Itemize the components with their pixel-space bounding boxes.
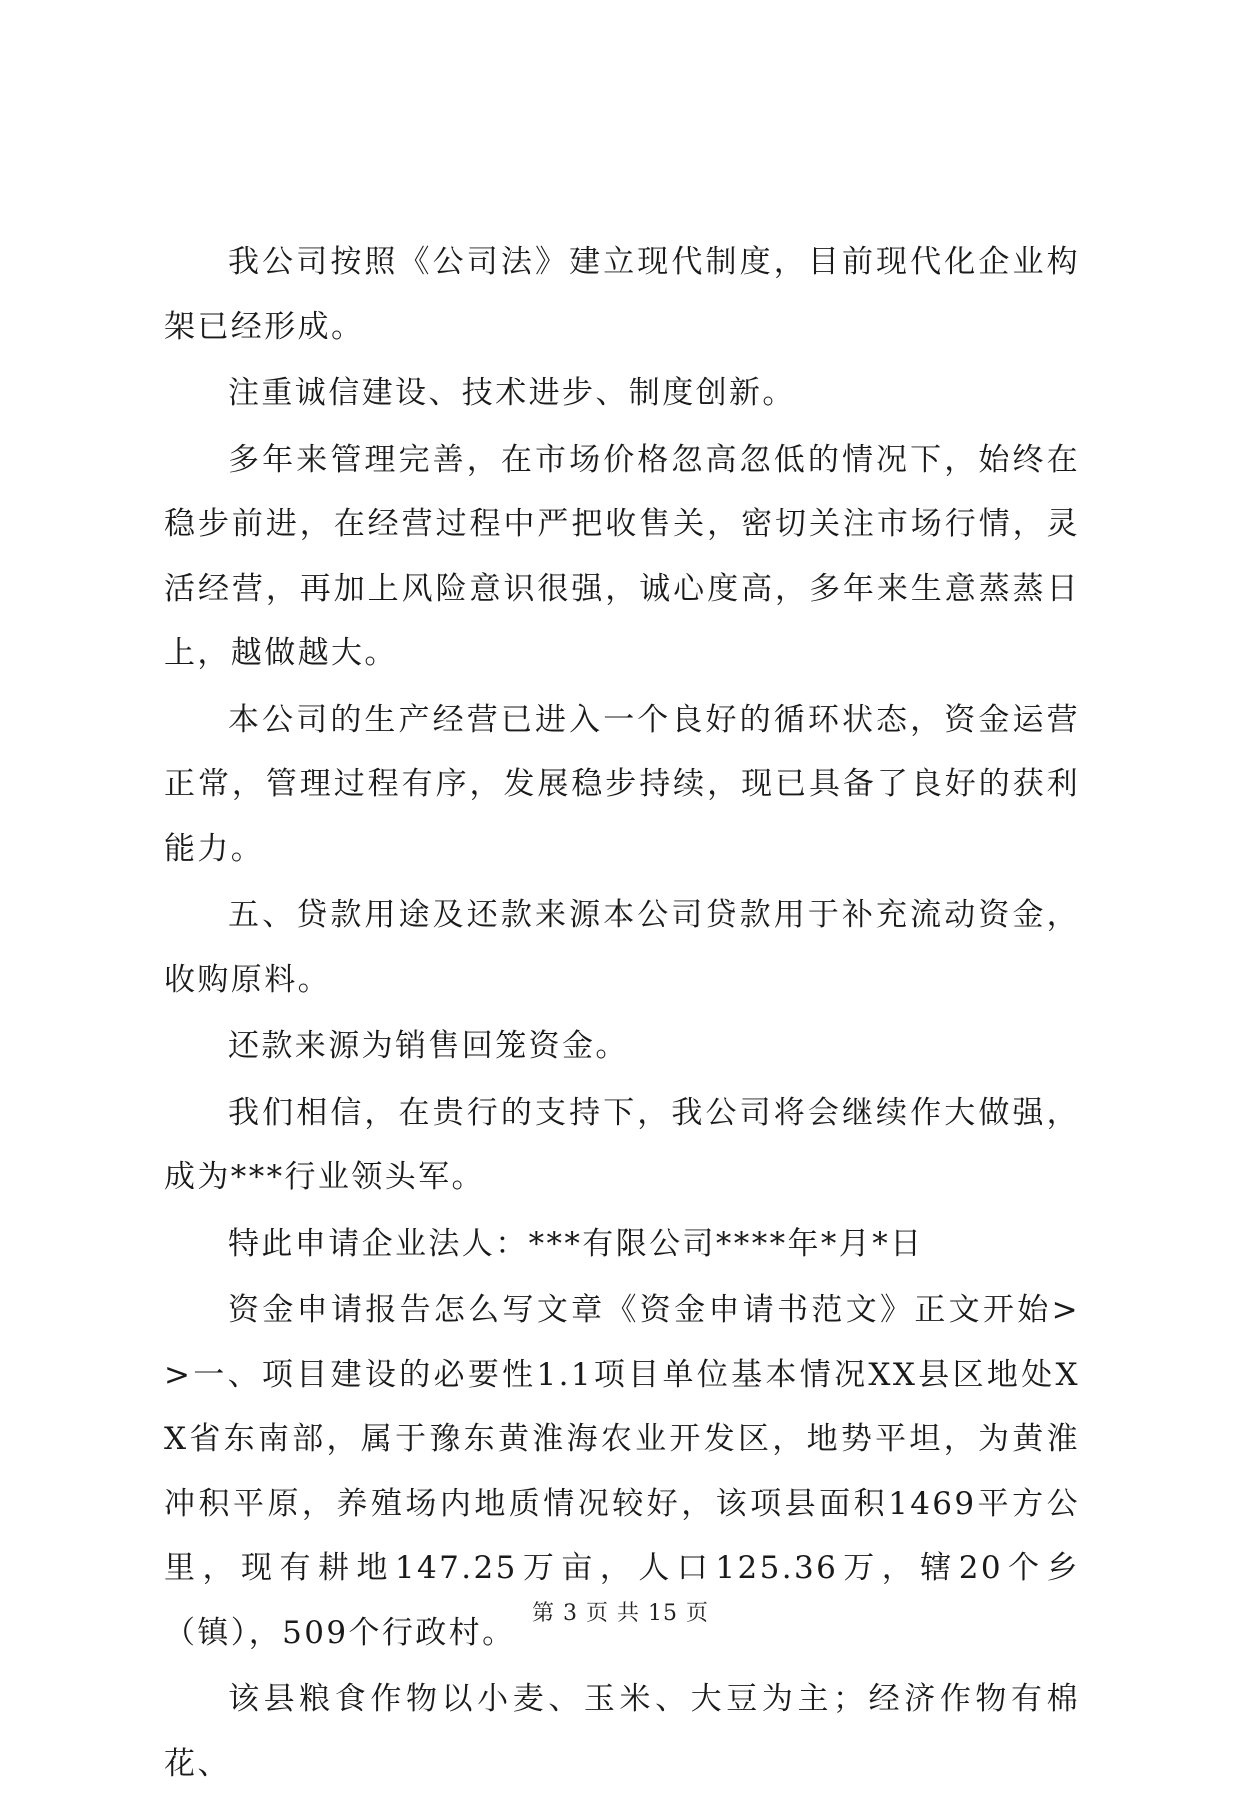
- paragraph-crops: 该县粮食作物以小麦、玉米、大豆为主；经济作物有棉花、: [164, 1681, 1080, 1782]
- paragraph-management: 多年来管理完善，在市场价格忽高忽低的情况下，始终在稳步前进，在经营过程中严把收售关，密切关注市场行情，灵活经营，再加上风险意识很强，诚心度高，多年来生意蒸蒸日上，越做越大。: [164, 441, 1080, 671]
- paragraph-confidence: 我们相信，在贵行的支持下，我公司将会继续作大做强，成为***行业领头军。: [164, 1094, 1080, 1195]
- paragraph-signature: 特此申请企业法人：***有限公司****年*月*日: [228, 1225, 924, 1262]
- paragraph-company-structure: 我公司按照《公司法》建立现代制度，目前现代化企业构架已经形成。: [164, 244, 1080, 345]
- document-body: [164, 230, 1080, 1798]
- page-number-footer: 第 3 页 共 15 页: [532, 1601, 709, 1626]
- paragraph-project-background: 资金申请报告怎么写文章《资金申请书范文》正文开始>>一、项目建设的必要性1.1项目单位基本情况XX县区地处XX省东南部，属于豫东黄淮海农业开发区，地势平坦，为黄淮冲积平原，养殖场内地质情况较好，该项县面积1469平方公里，现有耕地147.25万亩，人口125.36万，辖20个乡（镇），509个行政村。: [164, 1292, 1080, 1651]
- paragraph-loan-purpose: 五、贷款用途及还款来源本公司贷款用于补充流动资金，收购原料。: [164, 897, 1080, 998]
- paragraph-repayment-source: 还款来源为销售回笼资金。: [228, 1028, 629, 1064]
- paragraph-integrity: 注重诚信建设、技术进步、制度创新。: [228, 375, 796, 411]
- paragraph-operations: 本公司的生产经营已进入一个良好的循环状态，资金运营正常，管理过程有序，发展稳步持续，现已具备了良好的获利能力。: [164, 701, 1080, 867]
